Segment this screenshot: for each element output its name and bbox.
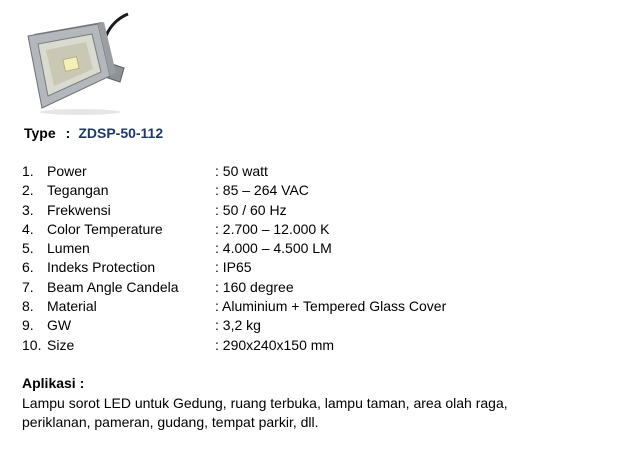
spec-label: Frekwensi <box>47 201 111 218</box>
spec-label: Color Temperature <box>47 220 163 237</box>
spec-number: 9. <box>22 317 34 334</box>
spec-number: 7. <box>22 278 34 295</box>
applications-text <box>22 394 632 432</box>
applications-line: periklanan, pameran, gudang, tempat parkir, dll. <box>22 414 319 430</box>
product-type <box>24 125 163 141</box>
applications-heading: Aplikasi : <box>22 375 85 391</box>
type-code: ZDSP-50-112 <box>78 125 164 141</box>
spec-value: : 160 degree <box>215 278 294 295</box>
spec-value: : 50 watt <box>215 163 268 179</box>
applications-line: Lampu sorot LED untuk Gedung, ruang terbuka, lampu taman, area olah raga, <box>22 395 508 411</box>
floodlight-icon <box>24 10 136 118</box>
spec-number: 10. <box>22 336 42 353</box>
spec-number: 1. <box>22 163 34 179</box>
spec-label: Lumen <box>47 240 90 257</box>
spec-number: 3. <box>22 201 34 218</box>
spec-value: : 4.000 – 4.500 LM <box>215 240 332 257</box>
spec-value: : 50 / 60 Hz <box>215 201 287 218</box>
spec-value: : 2.700 – 12.000 K <box>215 220 330 237</box>
spec-value: : IP65 <box>215 259 252 276</box>
spec-value: : 3,2 kg <box>215 317 261 334</box>
spec-value: : 85 – 264 VAC <box>215 182 309 199</box>
spec-label: Material <box>47 298 97 315</box>
led-floodlight-image <box>24 10 136 118</box>
spec-number: 2. <box>22 182 34 199</box>
type-label: Type <box>24 125 56 141</box>
spec-number: 5. <box>22 240 34 257</box>
spec-label: Indeks Protection <box>47 259 156 276</box>
spec-number: 8. <box>22 298 34 315</box>
spec-label: Size <box>47 336 75 353</box>
spec-number: 6. <box>22 259 34 276</box>
spec-number: 4. <box>22 220 34 237</box>
spec-value: : Aluminium + Tempered Glass Cover <box>215 298 447 315</box>
spec-label: Beam Angle Candela <box>47 278 179 295</box>
spec-value: : 290x240x150 mm <box>215 336 335 353</box>
spec-label: Tegangan <box>47 182 109 199</box>
type-separator: : <box>65 125 71 141</box>
spec-label: GW <box>47 317 72 334</box>
spec-label: Power <box>47 163 87 179</box>
